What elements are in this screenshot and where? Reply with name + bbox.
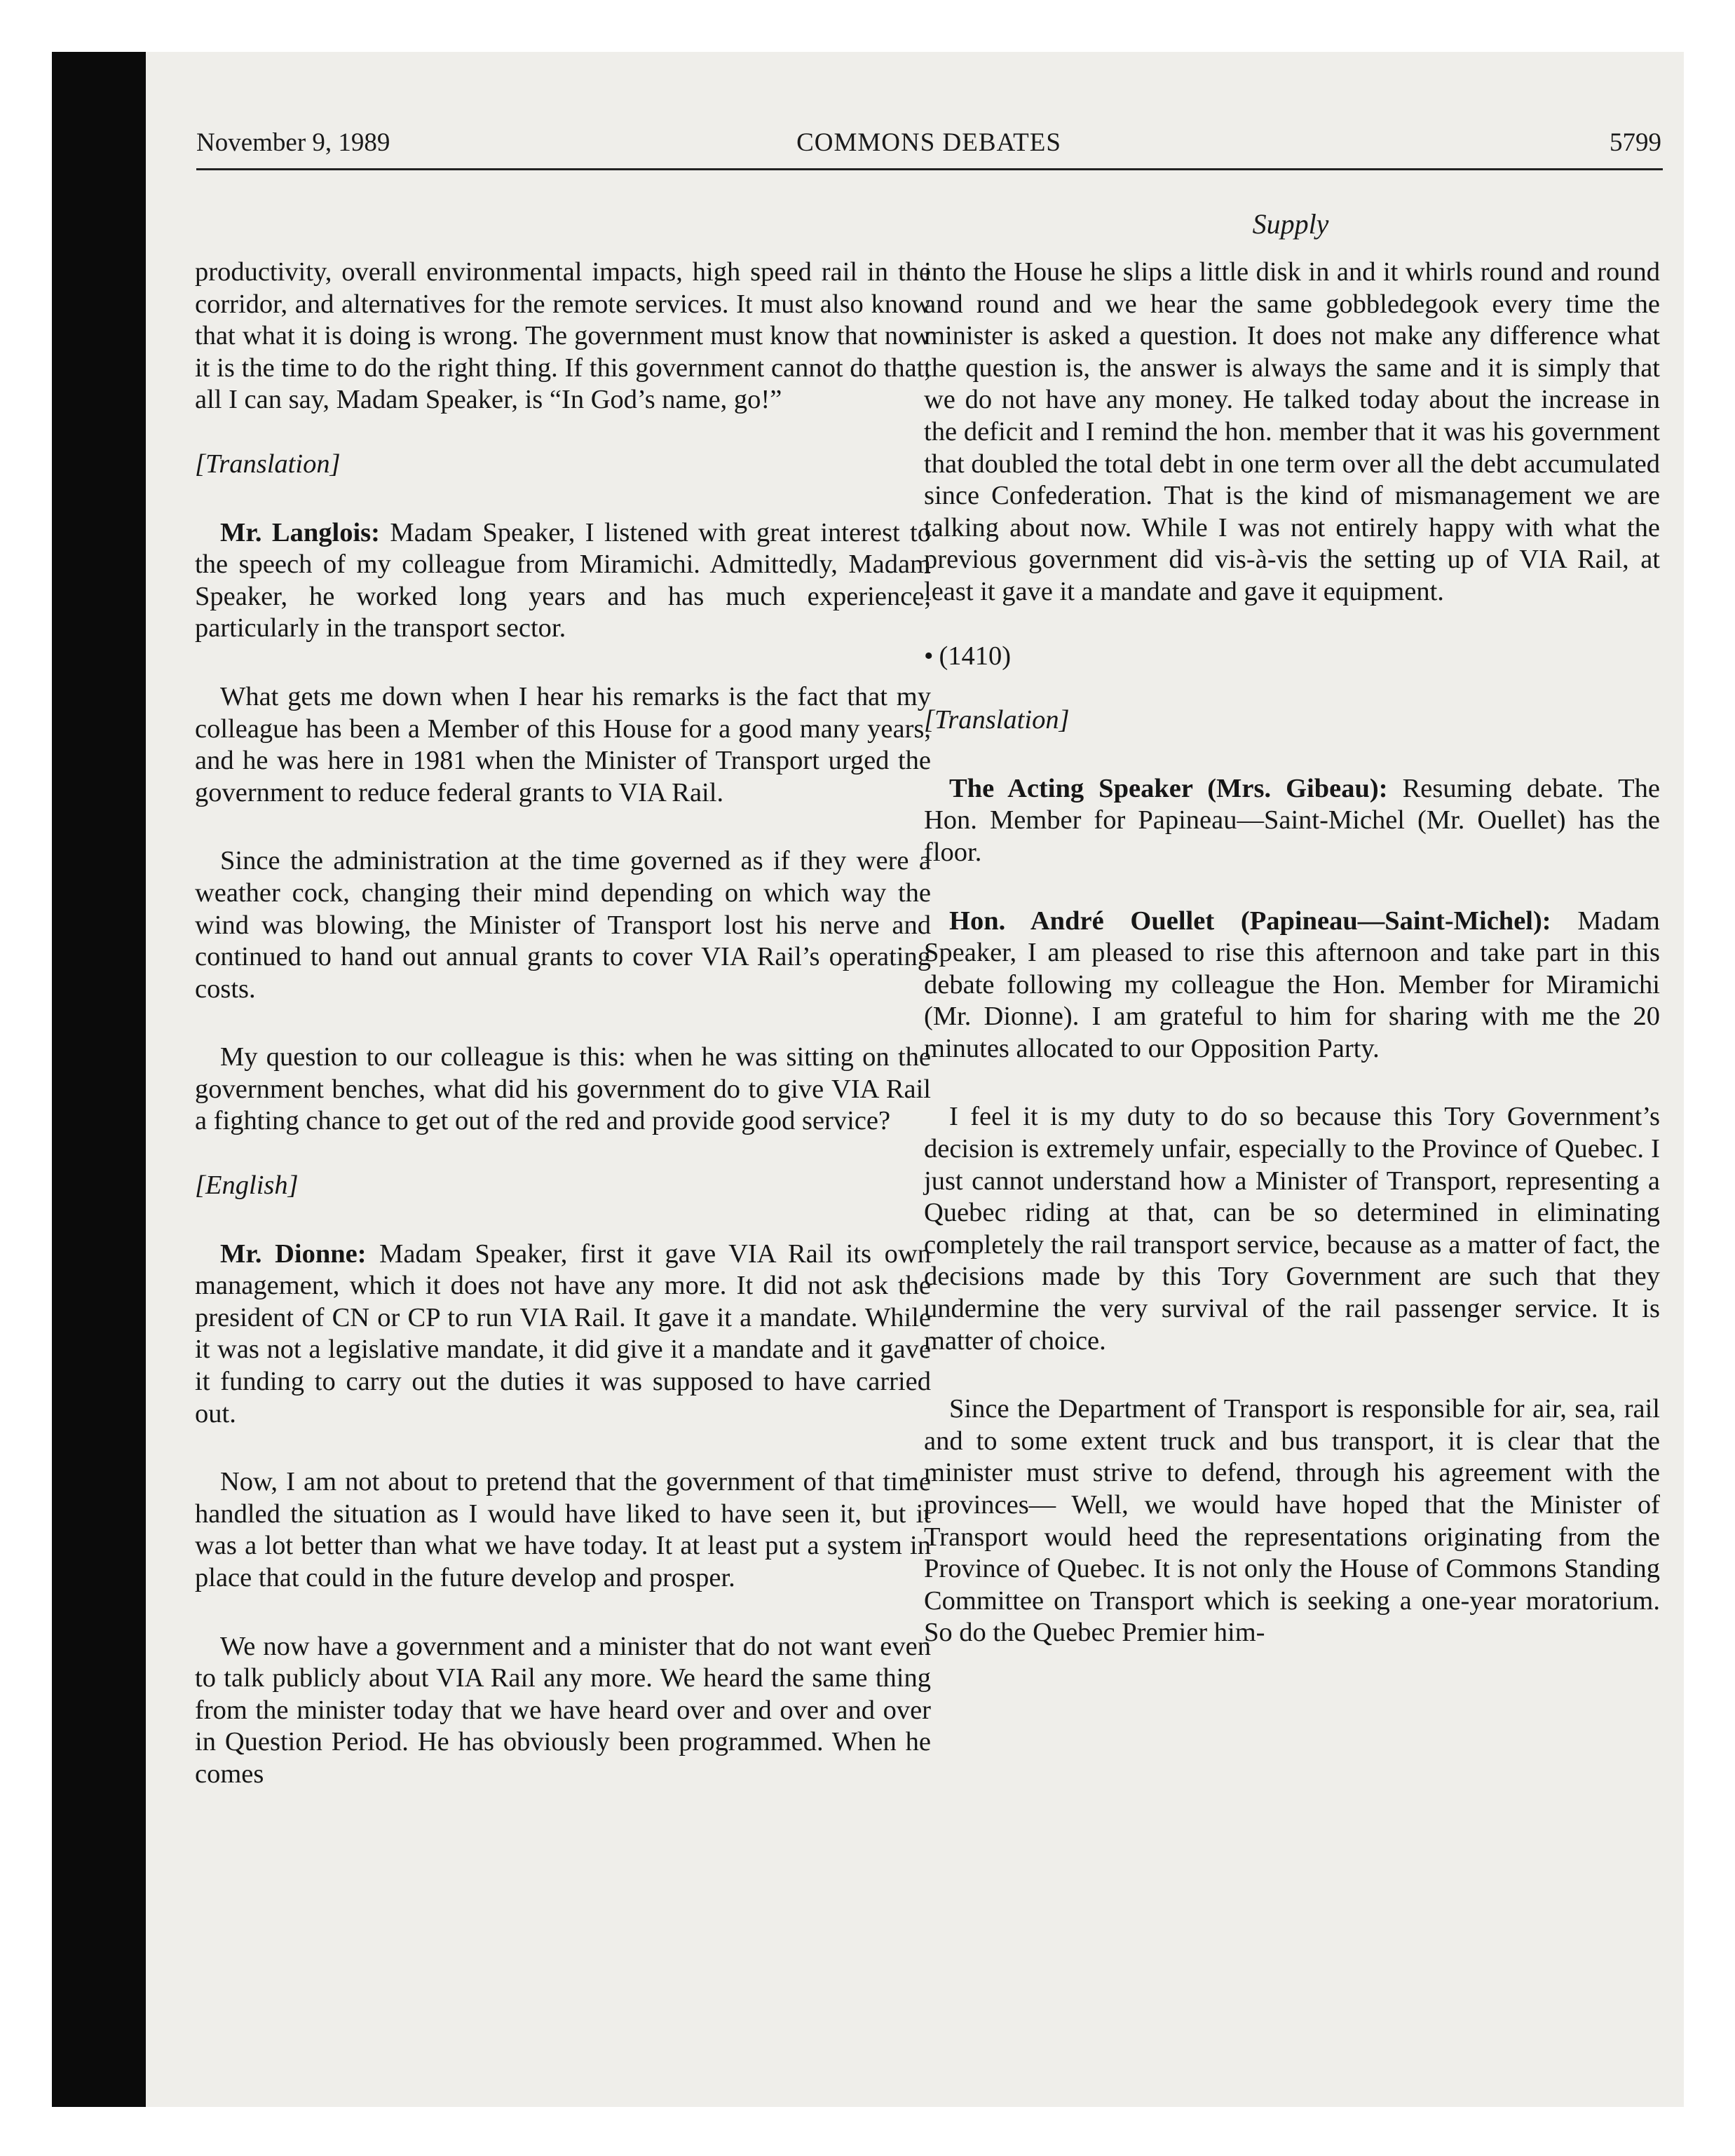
header-date: November 9, 1989 (196, 128, 390, 157)
paragraph: We now have a government and a minister that do not want even to talk publicly about VIA Rail any more. We heard the same thing from the minister today that we have heard over and over and over in Question Period. He has obviously been programmed. When he comes (195, 1631, 931, 1789)
running-head: Supply (1252, 208, 1329, 240)
paragraph: My question to our colleague is this: when he was sitting on the government benches, what did his government do to give VIA Rail a fighting chance to get out of the red and provide good service? (195, 1042, 931, 1136)
left-column (195, 257, 934, 1791)
paragraph: Since the administration at the time governed as if they were a weather cock, changing their mind depending on which way the wind was blowing, the Minister of Transport lost his nerve and continued to hand out annual grants to cover VIA Rail’s operating costs. (195, 846, 931, 1004)
speech-text: Madam Speaker, I listened with great interest to the speech of my colleague from Miramichi. Admittedly, Madam Speaker, he worked long years and has much experience, particularly in the transport sector. (195, 517, 931, 643)
page-header (196, 128, 1661, 165)
speaker-name: Hon. André Ouellet (Papineau—Saint-Michel): (949, 906, 1551, 936)
speech-text: Madam Speaker, first it gave VIA Rail its own management, which it does not have any more. It did not ask the president of CN or CP to run VIA Rail. It gave it a mandate. While it was not a legislative mandate, it did give it a mandate and it gave it funding to carry out the duties it was supposed to have carried out. (195, 1239, 931, 1428)
paragraph: into the House he slips a little disk in and it whirls round and round and round and we hear the same gobbledegook every time the minister is asked a question. It does not make any difference what the question is, the answer is always the same and it is simply that we do not have any money. He talked today about the increase in the deficit and I remind the hon. member that it was his government that doubled the total debt in one term over all the debt accumulated since Confederation. That is the kind of mismanagement we are talking about now. While I was not entirely happy with what the previous government did vis-à-vis the setting up of VIA Rail, at least it gave it a mandate and gave it equipment. (924, 257, 1660, 606)
speech-text: Resuming debate. The Hon. Member for Papineau—Saint-Michel (Mr. Ouellet) has the floor. (924, 773, 1661, 867)
right-column (924, 257, 1660, 1649)
paragraph (195, 1239, 931, 1431)
header-page-number: 5799 (1610, 128, 1661, 157)
scan-binding-edge (52, 52, 146, 2107)
paragraph (924, 773, 1660, 869)
header-rule (196, 168, 1663, 170)
time-marker-text: (1410) (939, 641, 1012, 671)
speaker-name: The Acting Speaker (Mrs. Gibeau): (949, 773, 1388, 803)
bullet-icon: • (924, 641, 934, 671)
speaker-name: Mr. Langlois: (220, 517, 380, 547)
time-marker (924, 641, 1660, 673)
language-tag: [Translation] (924, 705, 1070, 735)
language-tag: [Translation] (195, 449, 341, 479)
paragraph: I feel it is my duty to do so because this Tory Government’s decision is extremely unfair, especially to the Province of Quebec. I just cannot understand how a Minister of Transport, representing a Quebec riding at that, can be so determined in eliminating completely the rail transport service, because as a matter of fact, the decisions made by this Tory Government are such that they undermine the very survival of the rail passenger service. It is matter of choice. (924, 1102, 1660, 1356)
document-page (52, 52, 1684, 2107)
paragraph: What gets me down when I hear his remarks is the fact that my colleague has been a Member of this House for a good many years, and he was here in 1981 when the Minister of Transport urged the government to reduce federal grants to VIA Rail. (195, 681, 931, 807)
paragraph: Now, I am not about to pretend that the government of that time handled the situation as I would have liked to have seen it, but it was a lot better than what we have today. It at least put a system in place that could in the future develop and prosper. (195, 1467, 931, 1592)
language-tag: [English] (195, 1171, 299, 1201)
speech-text: Madam Speaker, I am pleased to rise this afternoon and take part in this debate following my colleague the Hon. Member for Miramichi (Mr. Dionne). I am grateful to him for sharing with me the 20 minutes allocated to our Opposition Party. (924, 906, 1660, 1063)
paragraph: productivity, overall environmental impacts, high speed rail in the corridor, and alternatives for the remote services. It must also know that what it is doing is wrong. The government must know that now it is the time to do the right thing. If this government cannot do that, all I can say, Madam Speaker, is “In God’s name, go!” (195, 257, 931, 415)
paragraph (924, 906, 1660, 1065)
header-title: COMMONS DEBATES (796, 128, 1061, 157)
speaker-name: Mr. Dionne: (220, 1239, 367, 1269)
paragraph (195, 517, 931, 645)
paragraph: Since the Department of Transport is responsible for air, sea, rail and to some extent truck and bus transport, it is clear that the minister must strive to defend, through his agreement with the provinces— Well, we would have hoped that the Minister of Transport would heed the representations originating from the Province of Quebec. It is not only the House of Commons Standing Committee on Transport which is seeking a one-year moratorium. So do the Quebec Premier him- (924, 1394, 1660, 1648)
